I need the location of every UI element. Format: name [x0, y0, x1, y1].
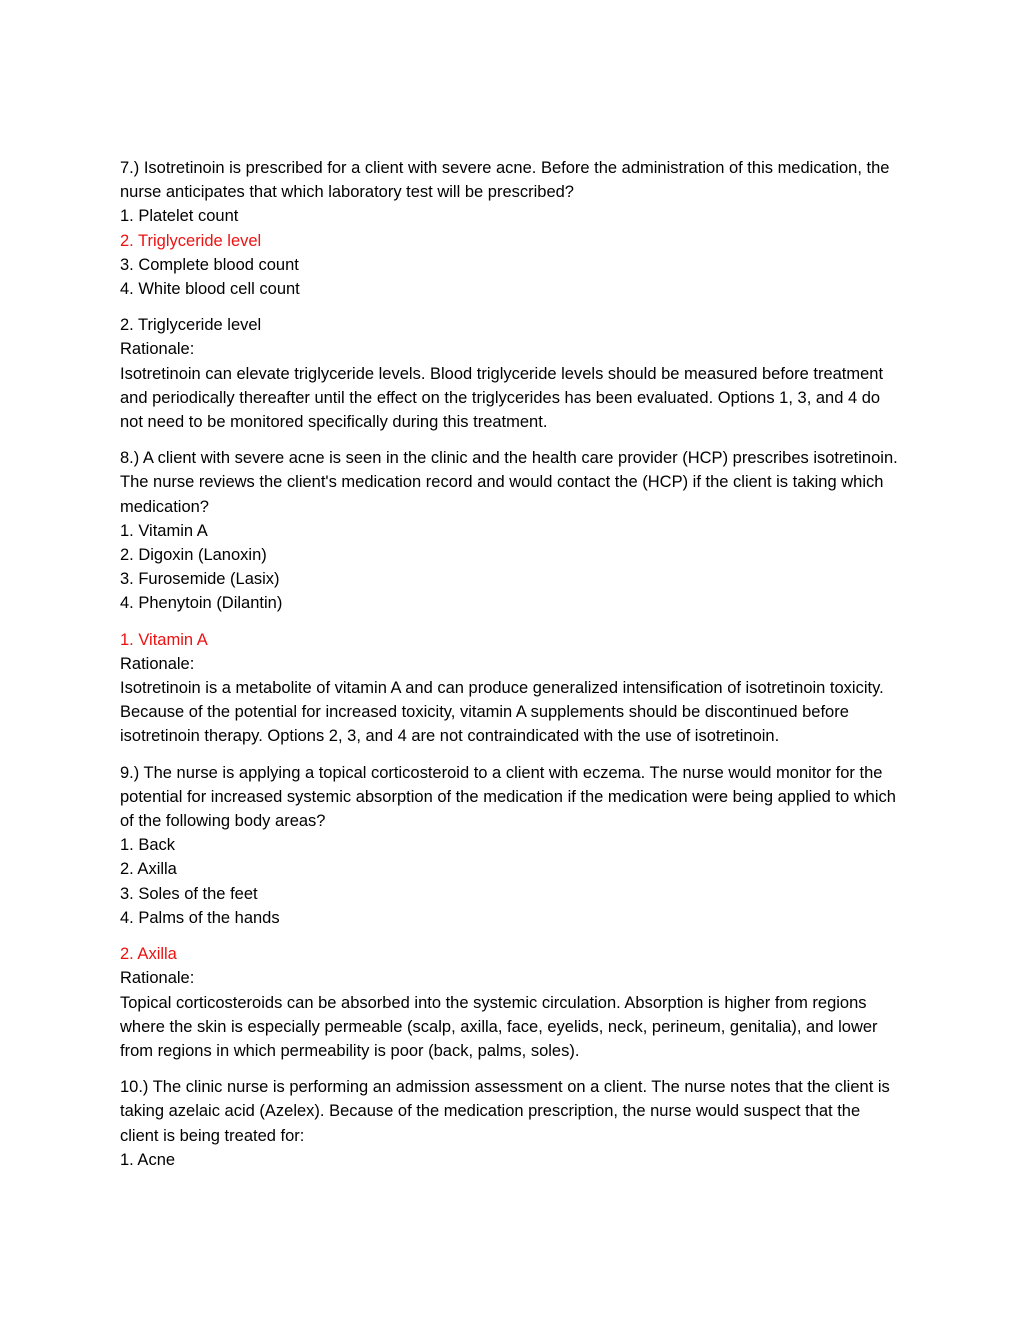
answer-option: 4. White blood cell count [120, 280, 300, 299]
correct-answer-highlighted: 2. Axilla [120, 945, 177, 964]
question-9 [120, 761, 900, 930]
rationale-7 [120, 313, 900, 434]
answer-option: 4. Palms of the hands [120, 908, 280, 927]
question-stem: 9.) The nurse is applying a topical corticosteroid to a client with eczema. The nurse would monitor for the potential for increased systemic absorption of the medication if the medication were being applied to which of the following body areas? [120, 763, 896, 831]
answer-option: 2. Axilla [120, 860, 177, 879]
rationale-text: Topical corticosteroids can be absorbed into the systemic circulation. Absorption is higher from regions where the skin is especially permeable (scalp, axilla, face, eyelids, neck, perineum, genitalia), and lower from regions in which permeability is poor (back, palms, soles). [120, 993, 878, 1060]
answer-option: 2. Digoxin (Lanoxin) [120, 546, 267, 565]
answer-option: 3. Furosemide (Lasix) [120, 570, 280, 589]
question-stem: 10.) The clinic nurse is performing an admission assessment on a client. The nurse notes that the client is taking azelaic acid (Azelex). Because of the medication prescription, the nurse would suspect that the client is being treated for: [120, 1078, 890, 1145]
answer-option: 3. Complete blood count [120, 255, 299, 274]
correct-answer: 2. Triglyceride level [120, 316, 262, 335]
rationale-label: Rationale: [120, 654, 195, 673]
document-page [120, 156, 900, 1184]
rationale-text: Isotretinoin can elevate triglyceride levels. Blood triglyceride levels should be measured before treatment and periodically thereafter until the effect on the triglycerides has been evaluated. Options 1, 3, and 4 do not need to be monitored specifically during this treatment. [120, 364, 884, 432]
correct-answer-highlighted: 1. Vitamin A [120, 630, 208, 649]
rationale-9 [120, 942, 900, 1063]
answer-option: 1. Acne [120, 1150, 176, 1169]
question-7 [120, 156, 900, 301]
rationale-label: Rationale: [120, 340, 195, 359]
answer-option: 1. Back [120, 836, 176, 855]
question-stem: 8.) A client with severe acne is seen in the clinic and the health care provider (HCP) prescribes isotretinoin. The nurse reviews the client's medication record and would contact the (HCP) if the client is taking which medication? [120, 449, 898, 516]
question-stem: 7.) Isotretinoin is prescribed for a client with severe acne. Before the administration of this medication, the nurse anticipates that which laboratory test will be prescribed? [120, 159, 890, 202]
rationale-8 [120, 628, 900, 749]
answer-option-highlighted: 2. Triglyceride level [120, 231, 262, 250]
question-10 [120, 1075, 900, 1172]
rationale-label: Rationale: [120, 969, 195, 988]
answer-option: 1. Vitamin A [120, 521, 208, 540]
question-8 [120, 446, 900, 615]
rationale-text: Isotretinoin is a metabolite of vitamin A and can produce generalized intensification of isotretinoin toxicity. Because of the potential for increased toxicity, vitamin A supplements should be discontinued before isotretinoin therapy. Options 2, 3, and 4 are not contraindicated with the use of isotretinoin. [120, 679, 884, 746]
answer-option: 1. Platelet count [120, 207, 239, 226]
answer-option: 3. Soles of the feet [120, 884, 258, 903]
answer-option: 4. Phenytoin (Dilantin) [120, 594, 283, 613]
